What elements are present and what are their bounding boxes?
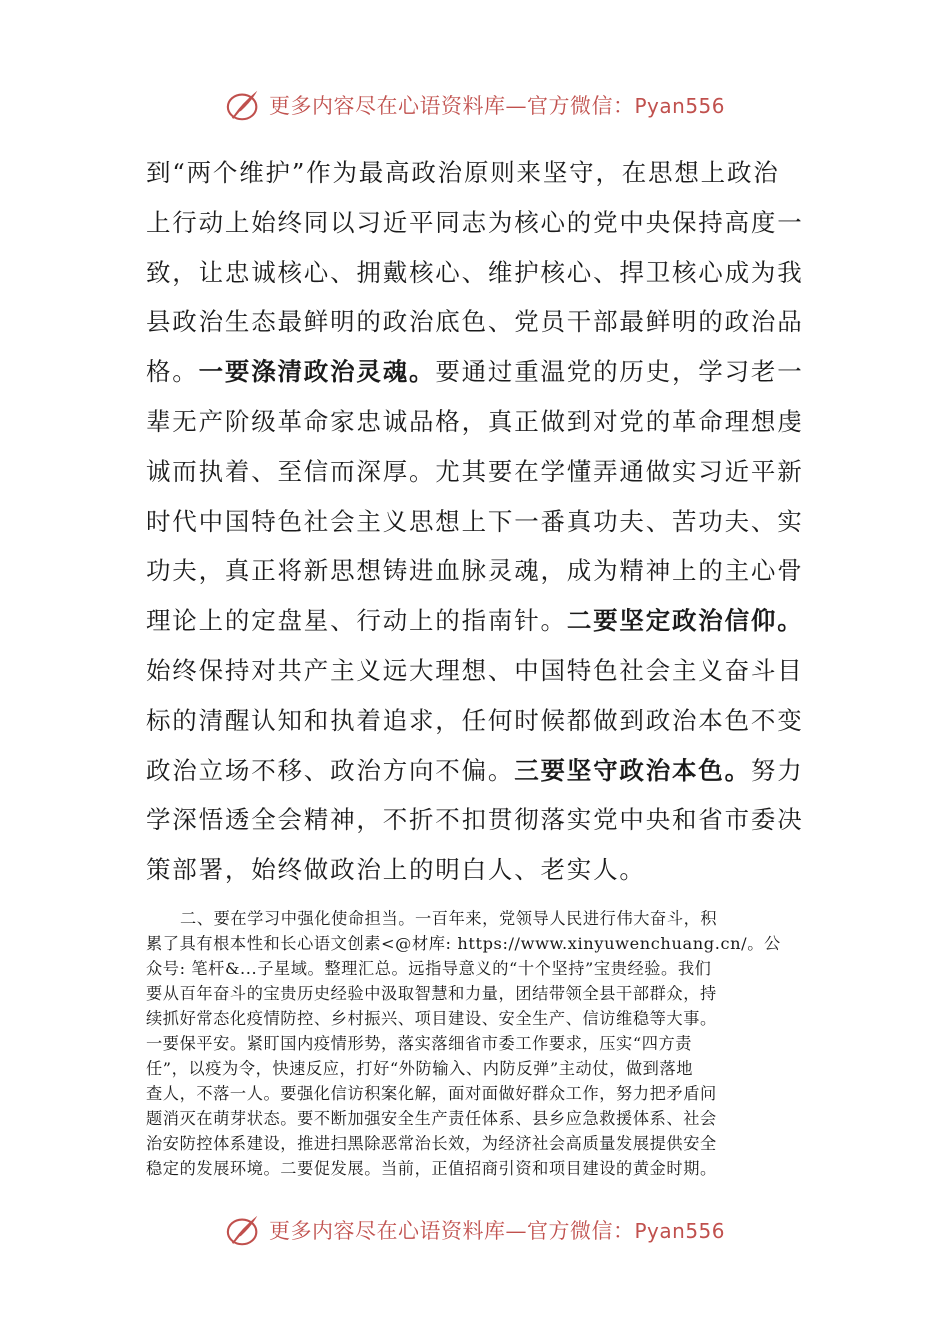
text-line: 题消灭在萌芽状态。要不断加强安全生产责任体系、县乡应急救援体系、社会 xyxy=(146,1109,717,1128)
text-line xyxy=(146,646,810,696)
bold-heading-run: 二要坚定政治信仰。 xyxy=(566,606,804,636)
bold-heading-run: 三要坚守政治本色。 xyxy=(514,755,751,785)
watermark-account: Pyan556 xyxy=(634,94,725,118)
text-line xyxy=(146,546,810,596)
main-paragraph xyxy=(146,148,810,895)
text-run: 时代中国特色社会主义思想上下一番真功夫、苦功夫、实 xyxy=(146,506,804,536)
text-line xyxy=(146,347,810,397)
text-run: 要通过重温党的历史，学习老一 xyxy=(435,357,804,387)
text-line xyxy=(146,596,810,646)
text-run: 县政治生态最鲜明的政治底色、党员干部最鲜明的政治品 xyxy=(146,307,804,337)
text-line xyxy=(146,497,810,547)
text-run: 诚而执着、至信而深厚。尤其要在学懂弄通做实习近平新 xyxy=(146,456,804,486)
second-paragraph xyxy=(146,906,810,1181)
text-run: 策部署，始终做政治上的明白人、老实人。 xyxy=(146,855,646,885)
text-line: 任”，以疫为令，快速反应，打好“外防输入、内防反弹”主动仗，做到落地 xyxy=(146,1059,694,1078)
watermark-header xyxy=(0,83,950,127)
text-line: 治安防控体系建设，推进扫黑除恶常治长效，为经济社会高质量发展提供安全 xyxy=(146,1134,717,1153)
text-run: 致，让忠诚核心、拥戴核心、维护核心、捍卫核心成为我 xyxy=(146,257,804,287)
text-line: 续抓好常态化疫情防控、乡村振兴、项目建设、安全生产、信访维稳等大事。 xyxy=(146,1009,717,1028)
text-run: 学深悟透全会精神，不折不扣贯彻落实党中央和省市委决 xyxy=(146,805,804,835)
text-line xyxy=(146,845,810,895)
watermark-text: 更多内容尽在心语资料库—官方微信：Pyan556 xyxy=(268,94,725,118)
text-run: 政治立场不移、政治方向不偏。 xyxy=(146,755,515,785)
text-line: 要从百年奋斗的宝贵历史经验中汲取智慧和力量，团结带领全县干部群众，持 xyxy=(146,984,717,1003)
watermark-footer xyxy=(0,1208,950,1252)
text-line xyxy=(146,746,810,796)
quill-logo-icon xyxy=(225,1211,263,1249)
text-run: 格。 xyxy=(146,357,199,387)
text-line xyxy=(146,795,810,845)
text-line xyxy=(146,447,810,497)
text-run: 理论上的定盘星、行动上的指南针。 xyxy=(146,606,567,636)
text-line: 累了具有根本性和长心语文创素<@材库: https://www.xinyuwenchuang.cn/。公 xyxy=(146,934,781,953)
text-line xyxy=(146,696,810,746)
bold-heading-run: 一要涤清政治灵魂。 xyxy=(198,357,436,387)
text-line xyxy=(146,248,810,298)
text-run: 到“两个维护”作为最高政治原则来坚守，在思想上政治 xyxy=(146,158,780,187)
text-line xyxy=(146,148,810,198)
text-line xyxy=(146,397,810,447)
watermark-account: Pyan556 xyxy=(634,1219,725,1243)
text-line: 查人，不落一人。要强化信访积案化解，面对面做好群众工作，努力把矛盾问 xyxy=(146,1084,717,1103)
text-run: 功夫，真正将新思想铸进血脉灵魂，成为精神上的主心骨 xyxy=(146,556,804,586)
text-line: 稳定的发展环境。二要促发展。当前，正值招商引资和项目建设的黄金时期。 xyxy=(146,1159,717,1178)
text-line xyxy=(146,198,810,248)
quill-logo-icon xyxy=(225,86,263,124)
text-line: 二、要在学习中强化使命担当。一百年来，党领导人民进行伟大奋斗，积 xyxy=(180,909,718,928)
text-run: 始终保持对共产主义远大理想、中国特色社会主义奋斗目 xyxy=(146,655,804,685)
text-run: 标的清醒认知和执着追求，任何时候都做到政治本色不变 xyxy=(146,705,804,735)
text-run: 努力 xyxy=(750,755,804,785)
watermark-text: 更多内容尽在心语资料库—官方微信：Pyan556 xyxy=(268,1219,725,1243)
text-line: 众号: 笔杆&...子星域。整理汇总。远指导意义的“十个坚持”宝贵经验。我们 xyxy=(146,959,712,978)
text-run: 辈无产阶级革命家忠诚品格，真正做到对党的革命理想虔 xyxy=(146,406,804,436)
text-run: 上行动上始终同以习近平同志为核心的党中央保持高度一 xyxy=(146,207,804,237)
text-line xyxy=(146,297,810,347)
text-line: 一要保平安。紧盯国内疫情形势，落实落细省市委工作要求，压实“四方责 xyxy=(146,1034,693,1053)
